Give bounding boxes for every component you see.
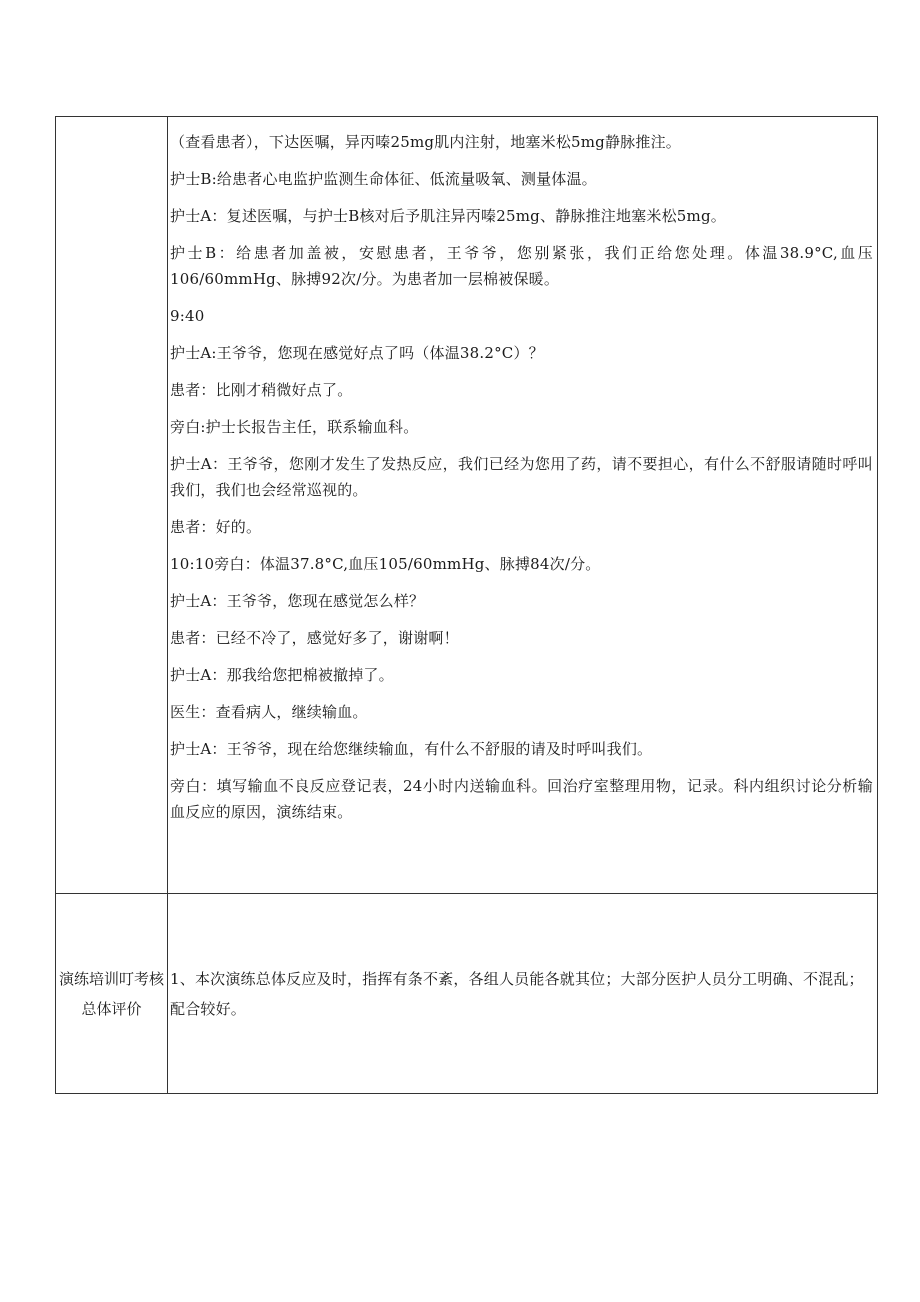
script-line: 护士A：王爷爷，您现在感觉怎么样？	[170, 592, 425, 610]
script-line: 护士A:王爷爷，您现在感觉好点了吗（体温38.2°C）？	[170, 344, 544, 362]
script-line: 患者：好的。	[170, 518, 262, 536]
script-line: 护士B:给患者心电监护监测生命体征、低流量吸氧、测量体温。	[170, 170, 597, 188]
script-cell	[168, 117, 878, 894]
script-line: 医生：查看病人，继续输血。	[170, 703, 368, 721]
drill-record-table	[55, 116, 878, 1094]
script-line: 护士B：给患者加盖被，安慰患者，王爷爷，您别紧张，我们正给您处理。体温38.9°C,血压106/60mmHg、脉搏92次/分。为患者加一层棉被保暖。	[170, 244, 873, 288]
script-line: 患者：已经不冷了，感觉好多了，谢谢啊！	[170, 629, 459, 647]
script-line: 患者：比刚才稍微好点了。	[170, 381, 353, 399]
script-line: 护士A：复述医嘱，与护士B核对后予肌注异丙嗪25mg、静脉推注地塞米松5mg。	[170, 207, 726, 225]
evaluation-label: 演练培训叮考核总体评价	[58, 969, 164, 1018]
script-label-cell	[56, 117, 168, 894]
evaluation-content-cell	[168, 894, 878, 1094]
evaluation-row	[56, 894, 878, 1094]
evaluation-label-cell	[56, 894, 168, 1094]
script-row	[56, 117, 878, 894]
script-line: 护士A：王爷爷，您刚才发生了发热反应，我们已经为您用了药，请不要担心，有什么不舒服请随时呼叫我们，我们也会经常巡视的。	[170, 455, 873, 499]
evaluation-text: 1、本次演练总体反应及时，指挥有条不紊，各组人员能各就其位；大部分医护人员分工明确、不混乱；配合较好。	[170, 969, 864, 1018]
script-line: 旁白:护士长报告主任，联系输血科。	[170, 418, 419, 436]
script-line: 护士A：王爷爷，现在给您继续输血，有什么不舒服的请及时呼叫我们。	[170, 740, 653, 758]
script-line: 旁白：填写输血不良反应登记表，24小时内送输血科。回治疗室整理用物，记录。科内组织讨论分析输血反应的原因，演练结束。	[170, 777, 873, 821]
script-line: 护士A：那我给您把棉被撤掉了。	[170, 666, 394, 684]
script-line: 10:10旁白：体温37.8°C,血压105/60mmHg、脉搏84次/分。	[170, 555, 601, 573]
script-line: （查看患者），下达医嘱，异丙嗪25mg肌内注射，地塞米松5mg静脉推注。	[170, 133, 681, 151]
time-marker: 9:40	[170, 307, 205, 325]
